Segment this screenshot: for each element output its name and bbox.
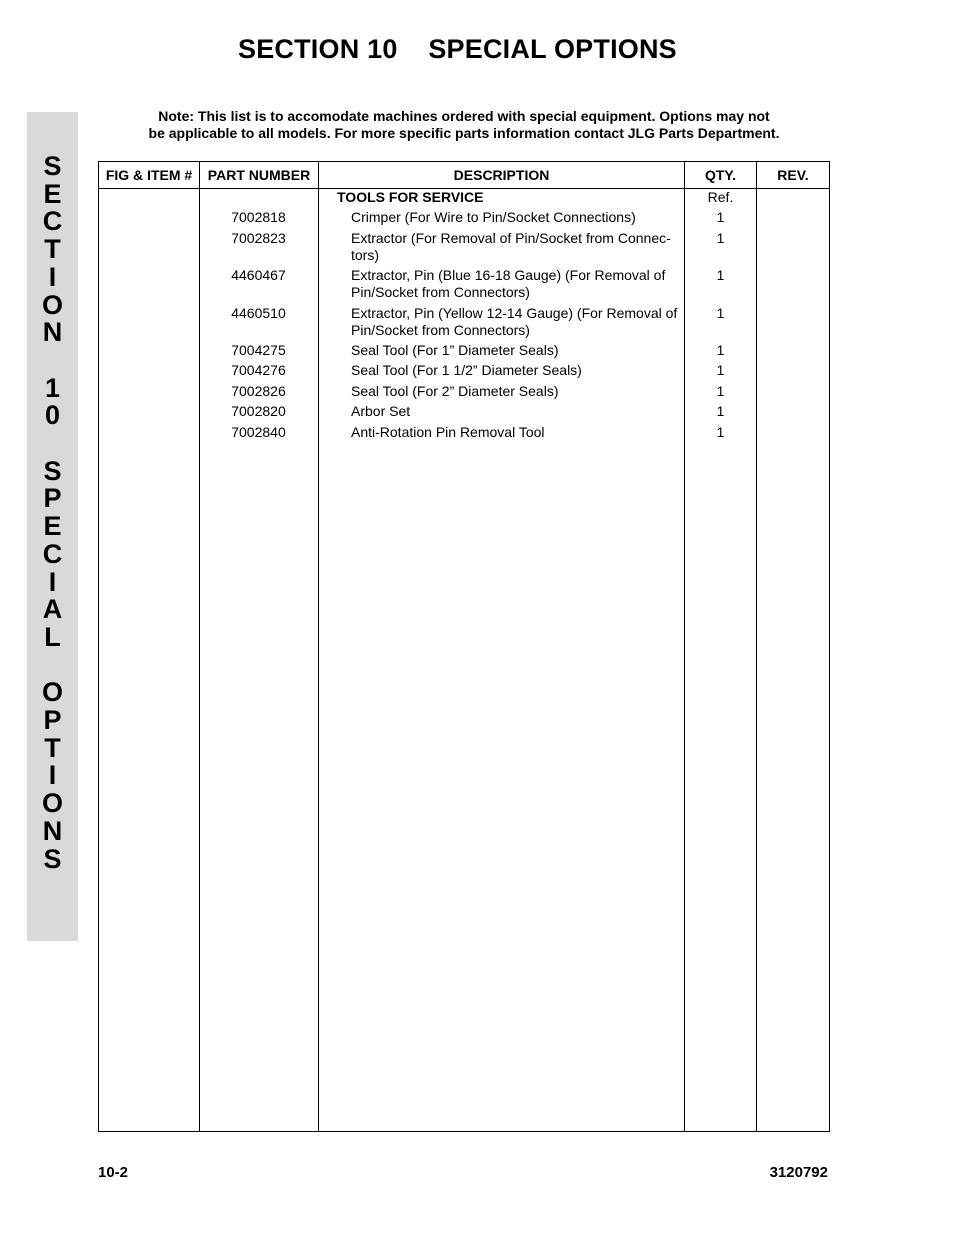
description-cell: TOOLS FOR SERVICE (337, 189, 484, 205)
table-row (99, 189, 829, 209)
page-title: SECTION 10 SPECIAL OPTIONS (238, 34, 677, 64)
description-cell: Extractor, Pin (Yellow 12-14 Gauge) (For Removal of Pin/Socket from Connectors) (351, 304, 678, 338)
qty-cell: 1 (716, 304, 725, 321)
part-number-cell: 4460467 (231, 267, 286, 284)
note-line-1: Note: This list is to accomodate machines ordered with special equipment. Options may not (158, 108, 770, 124)
description-cell: Seal Tool (For 1” Diameter Seals) (351, 341, 559, 358)
part-number-cell: 7004276 (231, 362, 286, 379)
header-fig-item: FIG & ITEM # (105, 167, 193, 183)
section-side-tab (27, 112, 78, 941)
parts-table (98, 161, 830, 1132)
header-description: DESCRIPTION (453, 167, 550, 183)
table-row (99, 403, 829, 423)
part-number-cell: 7002818 (231, 209, 286, 226)
qty-cell: 1 (716, 267, 725, 284)
part-number-cell: 7004275 (231, 341, 286, 358)
table-row (99, 362, 829, 382)
qty-cell: 1 (716, 229, 725, 246)
description-cell: Extractor, Pin (Blue 16-18 Gauge) (For Removal of Pin/Socket from Connectors) (351, 267, 666, 301)
description-cell: Anti-Rotation Pin Removal Tool (351, 423, 545, 440)
qty-cell: 1 (716, 209, 725, 226)
qty-cell: 1 (716, 362, 725, 379)
part-number-cell: 7002820 (231, 403, 286, 420)
table-row (99, 424, 829, 444)
header-qty: QTY. (704, 167, 737, 183)
part-number-cell: 4460510 (231, 304, 286, 321)
side-tab-label: S E C T I O N 1 0 S P E C I A L O P T I O N S (41, 151, 63, 874)
qty-cell: 1 (716, 382, 725, 399)
table-row (99, 305, 829, 342)
description-cell: Arbor Set (351, 403, 411, 420)
part-number-cell: 7002826 (231, 382, 286, 399)
table-row (99, 267, 829, 304)
table-row (99, 342, 829, 362)
qty-cell: 1 (716, 423, 725, 440)
part-number-cell: 7002840 (231, 423, 286, 440)
part-number-cell: 7002823 (231, 229, 286, 246)
qty-cell: 1 (716, 341, 725, 358)
table-row (99, 383, 829, 403)
header-rev: REV. (777, 167, 809, 183)
page-number: 10-2 (98, 1164, 129, 1181)
table-body (99, 189, 829, 444)
note (100, 108, 828, 142)
table-row (99, 230, 829, 267)
description-cell: Extractor (For Removal of Pin/Socket from Connec- tors) (351, 229, 671, 263)
table-row (99, 209, 829, 229)
description-cell: Seal Tool (For 1 1/2” Diameter Seals) (351, 362, 582, 379)
document-number: 3120792 (769, 1164, 828, 1181)
header-part-number: PART NUMBER (207, 167, 311, 183)
note-line-2: be applicable to all models. For more specific parts information contact JLG Parts Department. (148, 125, 780, 141)
qty-cell: Ref. (707, 189, 734, 205)
description-cell: Crimper (For Wire to Pin/Socket Connections) (351, 209, 636, 226)
qty-cell: 1 (716, 403, 725, 420)
description-cell: Seal Tool (For 2” Diameter Seals) (351, 382, 559, 399)
